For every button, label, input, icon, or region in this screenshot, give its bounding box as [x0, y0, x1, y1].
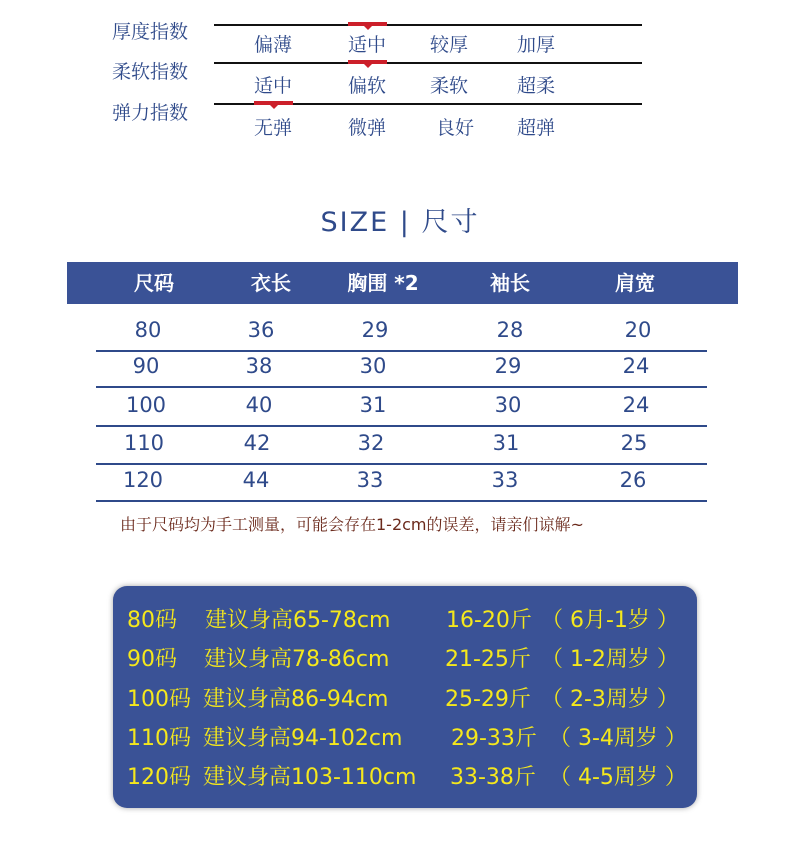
row-divider — [96, 386, 707, 388]
rec-weight: 33-38斤 — [450, 765, 536, 790]
table-cell: 29 — [361, 318, 389, 342]
column-header: 尺码 — [134, 271, 174, 295]
table-cell: 110 — [123, 431, 165, 455]
table-cell: 40 — [245, 393, 273, 417]
index-option-selected: 适中 — [348, 34, 387, 56]
rec-height: 建议身高86-94cm — [203, 687, 389, 712]
table-cell: 28 — [496, 318, 524, 342]
index-option: 偏薄 — [254, 34, 293, 56]
rec-weight: 29-33斤 — [451, 726, 537, 751]
table-row — [96, 314, 707, 352]
rec-height: 建议身高65-78cm — [205, 608, 391, 633]
rec-age: （ 6月-1岁 ） — [541, 608, 679, 633]
rec-age: （ 1-2周岁 ） — [541, 647, 679, 672]
table-cell: 100 — [125, 393, 167, 417]
table-cell: 120 — [122, 468, 164, 492]
table-cell: 26 — [619, 468, 647, 492]
index-line-softness — [214, 62, 642, 64]
table-cell: 36 — [247, 318, 275, 342]
table-cell: 25 — [620, 431, 648, 455]
column-header: 衣长 — [251, 271, 291, 295]
index-option: 加厚 — [517, 34, 556, 56]
index-option: 超柔 — [517, 75, 556, 97]
index-option: 良好 — [436, 117, 475, 139]
index-marker-softness — [348, 60, 387, 64]
rec-age: （ 3-4周岁 ） — [549, 726, 687, 751]
rec-height: 建议身高94-102cm — [203, 726, 403, 751]
rec-weight: 25-29斤 — [445, 687, 531, 712]
index-label-elasticity: 弹力指数 — [112, 102, 189, 124]
rec-weight: 21-25斤 — [445, 647, 531, 672]
rec-size: 80码 — [127, 608, 177, 633]
table-row — [96, 427, 707, 465]
rec-weight: 16-20斤 — [446, 608, 532, 633]
index-option: 适中 — [254, 75, 293, 97]
column-header: 袖长 — [490, 271, 530, 295]
table-cell: 24 — [622, 393, 650, 417]
table-cell: 30 — [494, 393, 522, 417]
column-header: 肩宽 — [615, 271, 655, 295]
table-cell: 33 — [491, 468, 519, 492]
table-cell: 32 — [357, 431, 385, 455]
rec-height: 建议身高103-110cm — [203, 765, 417, 790]
index-option: 超弹 — [517, 117, 556, 139]
index-option: 柔软 — [430, 75, 469, 97]
index-label-softness: 柔软指数 — [112, 61, 189, 83]
table-row — [96, 389, 707, 427]
index-option-selected: 无弹 — [254, 117, 293, 139]
size-title: SIZE | 尺寸 — [320, 207, 480, 238]
table-cell: 31 — [359, 393, 387, 417]
table-row — [96, 464, 707, 502]
index-option-selected: 偏软 — [348, 75, 387, 97]
table-cell: 90 — [132, 354, 160, 378]
table-row — [96, 350, 707, 388]
rec-size: 100码 — [127, 687, 191, 712]
rec-size: 110码 — [127, 726, 191, 751]
index-option: 较厚 — [430, 34, 469, 56]
table-header — [67, 262, 738, 304]
table-cell: 38 — [245, 354, 273, 378]
rec-size: 120码 — [127, 765, 191, 790]
index-option: 微弹 — [348, 117, 387, 139]
table-cell: 24 — [622, 354, 650, 378]
table-cell: 30 — [359, 354, 387, 378]
rec-height: 建议身高78-86cm — [204, 647, 390, 672]
table-cell: 42 — [243, 431, 271, 455]
index-marker-thickness — [348, 22, 387, 26]
column-header: 胸围 *2 — [347, 271, 419, 295]
table-cell: 80 — [134, 318, 162, 342]
table-cell: 31 — [492, 431, 520, 455]
rec-age: （ 2-3周岁 ） — [541, 687, 679, 712]
index-marker-elasticity — [254, 101, 293, 105]
table-cell: 29 — [494, 354, 522, 378]
table-cell: 20 — [624, 318, 652, 342]
table-cell: 33 — [356, 468, 384, 492]
size-recommendation-box — [113, 586, 697, 808]
index-line-thickness — [214, 24, 642, 26]
measurement-note: 由于尺码均为手工测量，可能会存在1-2cm的误差，请亲们谅解~ — [120, 515, 584, 534]
row-divider — [96, 500, 707, 502]
table-cell: 44 — [242, 468, 270, 492]
index-label-thickness: 厚度指数 — [112, 21, 189, 43]
rec-size: 90码 — [127, 647, 177, 672]
rec-age: （ 4-5周岁 ） — [549, 765, 687, 790]
